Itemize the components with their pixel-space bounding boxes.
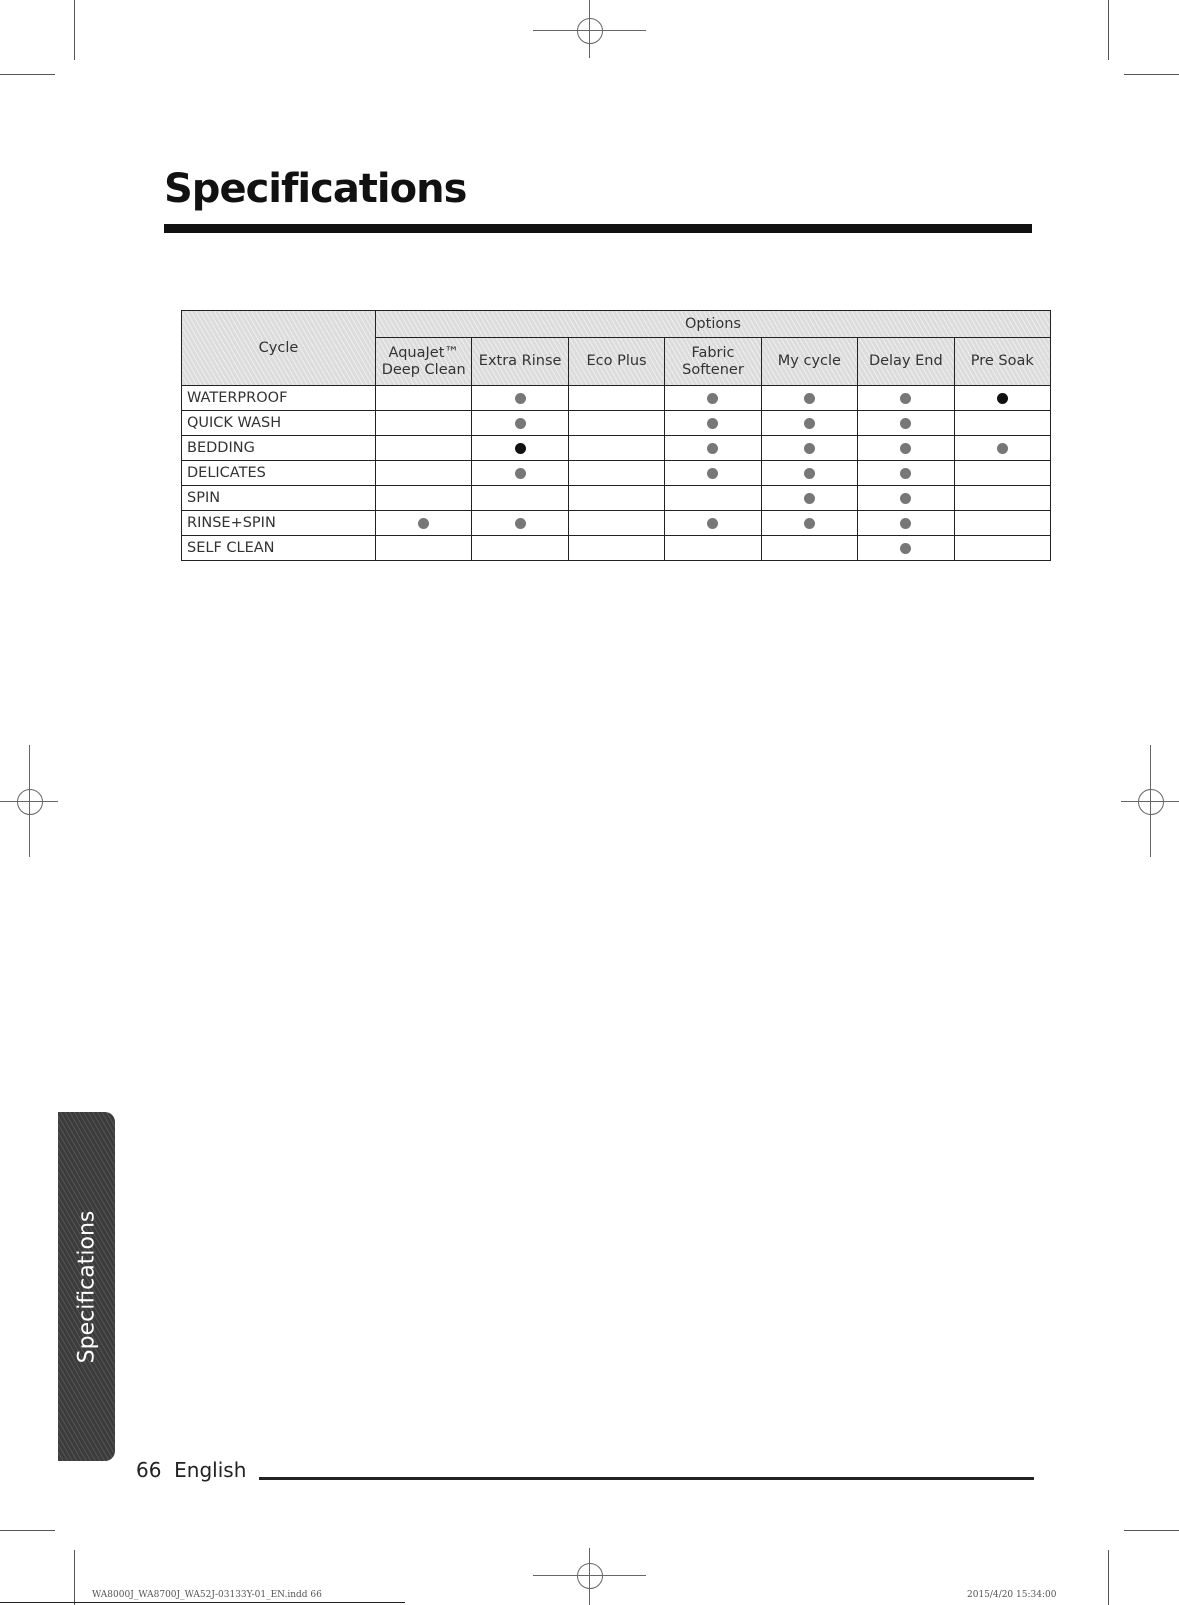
option-cell: [761, 386, 857, 411]
crop-mark: [74, 1550, 75, 1605]
crop-mark: [1124, 1530, 1179, 1531]
slug-date: 2015/4/20 15:34:00: [967, 1590, 1057, 1600]
bullet-dot-icon: [707, 393, 718, 404]
crop-mark: [1108, 1550, 1109, 1605]
option-cell: [954, 511, 1050, 536]
bullet-dot-icon: [515, 418, 526, 429]
option-cell: [858, 536, 954, 561]
cycle-name-cell: [182, 536, 376, 561]
option-cell: [954, 411, 1050, 436]
bullet-dot-icon: [997, 393, 1008, 404]
table-row: [182, 486, 1051, 511]
option-cell: [376, 411, 472, 436]
bullet-dot-icon: [707, 443, 718, 454]
option-cell: [568, 411, 664, 436]
crop-mark: [74, 0, 75, 60]
bullet-dot-icon: [900, 468, 911, 479]
option-cell: [568, 511, 664, 536]
bullet-dot-icon: [900, 543, 911, 554]
bullet-dot-icon: [515, 393, 526, 404]
option-column-header: [376, 338, 472, 386]
table-row: [182, 436, 1051, 461]
option-cell: [568, 461, 664, 486]
option-cell: [472, 411, 568, 436]
option-cell: [568, 486, 664, 511]
cycle-name: SELF CLEAN: [187, 540, 275, 556]
option-cell: [472, 461, 568, 486]
option-column-header: [858, 338, 954, 386]
option-column-header: [472, 338, 568, 386]
cycle-name: SPIN: [187, 490, 221, 506]
bullet-dot-icon: [900, 493, 911, 504]
option-cell: [376, 436, 472, 461]
crop-mark: [1108, 0, 1109, 60]
option-cell: [568, 536, 664, 561]
bullet-dot-icon: [804, 418, 815, 429]
option-cell: [376, 386, 472, 411]
option-cell: [472, 536, 568, 561]
title-rule: [164, 224, 1032, 233]
crop-mark: [0, 1530, 55, 1531]
option-cell: [954, 486, 1050, 511]
option-cell: [954, 386, 1050, 411]
cycle-header: Cycle: [182, 311, 376, 386]
option-cell: [761, 436, 857, 461]
option-cell: [665, 536, 761, 561]
option-cell: [761, 536, 857, 561]
footer-rule: [259, 1477, 1034, 1480]
cycle-name: RINSE+SPIN: [187, 515, 276, 531]
bullet-dot-icon: [707, 418, 718, 429]
options-table: [181, 310, 1051, 561]
table-body: [182, 386, 1051, 561]
options-header: Options: [376, 311, 1051, 338]
cycle-name-cell: [182, 386, 376, 411]
bullet-dot-icon: [707, 468, 718, 479]
option-cell: [858, 436, 954, 461]
option-header-line1: Extra Rinse: [478, 353, 562, 369]
bullet-dot-icon: [900, 418, 911, 429]
table-row: [182, 536, 1051, 561]
side-tab-label: Specifications: [74, 1210, 99, 1363]
option-header-line1: Eco Plus: [586, 353, 647, 369]
bullet-dot-icon: [515, 518, 526, 529]
bullet-dot-icon: [900, 443, 911, 454]
cycle-name: DELICATES: [187, 465, 266, 481]
option-header-line1: Pre Soak: [970, 353, 1034, 369]
option-cell: [858, 461, 954, 486]
option-column-header: [568, 338, 664, 386]
option-cell: [761, 461, 857, 486]
option-cell: [472, 436, 568, 461]
option-header-line2: Softener: [682, 361, 744, 378]
option-header-line2: Deep Clean: [381, 361, 466, 378]
cycle-name-cell: [182, 486, 376, 511]
option-cell: [858, 486, 954, 511]
bullet-dot-icon: [900, 393, 911, 404]
option-cell: [761, 511, 857, 536]
footer-language: English: [174, 1458, 247, 1482]
option-header-line1: Fabric: [691, 344, 735, 361]
option-cell: [858, 411, 954, 436]
option-cell: [472, 511, 568, 536]
bullet-dot-icon: [804, 468, 815, 479]
option-column-header: [954, 338, 1050, 386]
table-row: [182, 461, 1051, 486]
option-cell: [376, 486, 472, 511]
table-row: [182, 411, 1051, 436]
option-cell: [858, 511, 954, 536]
option-cell: [665, 511, 761, 536]
option-cell: [665, 486, 761, 511]
option-cell: [858, 386, 954, 411]
option-cell: [665, 411, 761, 436]
bullet-dot-icon: [900, 518, 911, 529]
cycle-name: WATERPROOF: [187, 390, 288, 406]
table-row: [182, 511, 1051, 536]
table-row: [182, 386, 1051, 411]
option-cell: [568, 386, 664, 411]
side-tab: [58, 1112, 115, 1461]
page-footer: [136, 1458, 246, 1482]
option-cell: [665, 436, 761, 461]
cycle-name: BEDDING: [187, 440, 255, 456]
option-header-line1: Delay End: [868, 353, 943, 369]
cycle-name: QUICK WASH: [187, 415, 282, 431]
cycle-name-cell: [182, 411, 376, 436]
bullet-dot-icon: [804, 493, 815, 504]
crop-mark: [0, 74, 55, 75]
bullet-dot-icon: [804, 393, 815, 404]
bullet-dot-icon: [804, 518, 815, 529]
option-header-line1: My cycle: [777, 353, 841, 369]
option-column-header: [665, 338, 761, 386]
option-column-header: [761, 338, 857, 386]
option-cell: [376, 536, 472, 561]
bullet-dot-icon: [515, 468, 526, 479]
option-cell: [954, 536, 1050, 561]
bullet-dot-icon: [997, 443, 1008, 454]
table-header-row: [182, 311, 1051, 338]
option-cell: [665, 461, 761, 486]
bullet-dot-icon: [707, 518, 718, 529]
page-number: 66: [136, 1458, 162, 1482]
option-cell: [954, 436, 1050, 461]
option-cell: [376, 511, 472, 536]
option-cell: [761, 486, 857, 511]
option-cell: [472, 486, 568, 511]
option-cell: [376, 461, 472, 486]
slug-file: WA8000J_WA8700J_WA52J-03133Y-01_EN.indd 66: [92, 1590, 322, 1600]
option-cell: [568, 436, 664, 461]
cycle-name-cell: [182, 436, 376, 461]
page-title: Specifications: [164, 166, 467, 212]
option-cell: [954, 461, 1050, 486]
cycle-name-cell: [182, 461, 376, 486]
cycle-name-cell: [182, 511, 376, 536]
option-cell: [665, 386, 761, 411]
option-cell: [761, 411, 857, 436]
option-cell: [472, 386, 568, 411]
crop-mark: [1124, 74, 1179, 75]
bullet-dot-icon: [515, 443, 526, 454]
bullet-dot-icon: [418, 518, 429, 529]
slug-rule: [0, 1602, 405, 1603]
option-header-line1: AquaJet™: [388, 344, 459, 361]
bullet-dot-icon: [804, 443, 815, 454]
